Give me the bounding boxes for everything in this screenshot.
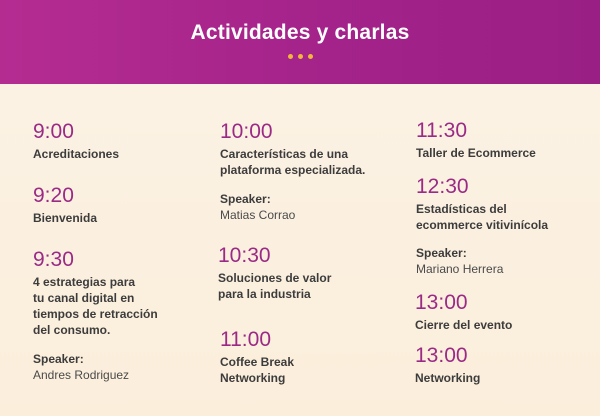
item-description: Taller de Ecommerce — [416, 146, 536, 160]
speaker-label: Speaker: — [220, 192, 271, 206]
speaker-block — [33, 351, 129, 383]
speaker-block — [220, 191, 295, 223]
item-time: 10:00 — [220, 120, 273, 143]
item-description: Networking — [415, 371, 481, 385]
item-time: 11:00 — [220, 328, 271, 351]
schedule-item — [416, 175, 548, 233]
item-description: Estadísticas del ecommerce vitivinícola — [416, 202, 549, 232]
item-time: 9:00 — [33, 120, 74, 143]
page-title: Actividades y charlas — [190, 21, 410, 44]
speaker-block — [416, 245, 503, 277]
item-description: Cierre del evento — [415, 318, 513, 332]
item-description: Bienvenida — [33, 211, 98, 225]
decorative-dots — [0, 54, 600, 59]
item-description: 4 estrategias para tu canal digital en tiempos de retracción del consumo. — [33, 275, 158, 337]
schedule-item — [220, 328, 294, 386]
schedule-item — [33, 248, 158, 338]
speaker-label: Speaker: — [416, 246, 467, 260]
schedule-item — [415, 344, 480, 386]
item-description: Acreditaciones — [33, 147, 120, 161]
schedule-item — [415, 291, 512, 333]
item-description: Coffee Break Networking — [220, 355, 295, 385]
item-time: 9:30 — [33, 248, 74, 271]
item-time: 11:30 — [416, 119, 467, 142]
item-time: 10:30 — [218, 244, 271, 267]
speaker-name: Andres Rodriguez — [33, 368, 130, 382]
header-banner — [0, 0, 600, 84]
item-description: Soluciones de valor para la industria — [218, 271, 332, 301]
schedule-item — [218, 244, 331, 302]
item-time: 9:20 — [33, 184, 74, 207]
schedule-item — [33, 184, 97, 226]
speaker-name: Matias Corrao — [220, 208, 296, 222]
item-time: 13:00 — [415, 344, 468, 367]
speaker-name: Mariano Herrera — [416, 262, 504, 276]
item-description: Características de una plataforma especializada. — [220, 147, 366, 177]
item-time: 12:30 — [416, 175, 469, 198]
schedule-item — [416, 119, 536, 161]
schedule-item — [220, 120, 365, 178]
speaker-label: Speaker: — [33, 352, 84, 366]
item-time: 13:00 — [415, 291, 468, 314]
schedule-item — [33, 120, 119, 162]
